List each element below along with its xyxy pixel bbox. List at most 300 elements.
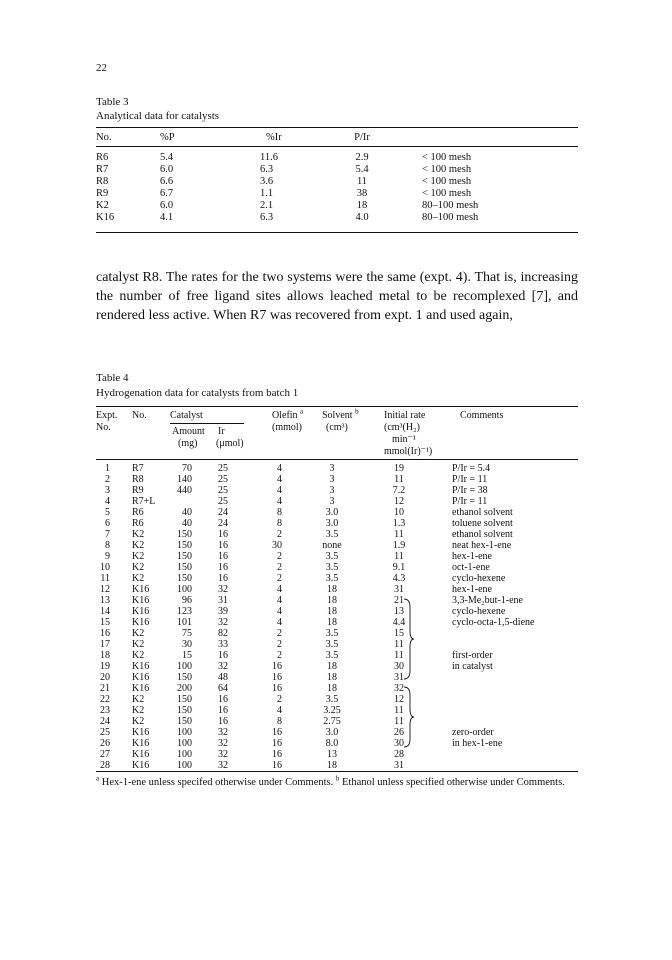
table4-cell: K16 [132,749,150,760]
table4-cell: 4 [277,496,282,507]
table4-cell: 2 [277,694,282,705]
table4-cell: K2 [132,716,145,727]
table4-cell: K2 [132,573,145,584]
table4-cell: 30 [272,540,282,551]
table4-cell: 150 [177,672,192,683]
table4-cell: 32 [218,727,228,738]
table4-cell: 8.0 [325,738,339,749]
table4-cell: K16 [132,661,150,672]
table4-cell: 25 [218,463,228,474]
table4-cell: 3,3-Me₂but-1-ene [452,595,523,606]
table4-cell: 12 [394,694,404,705]
table4-cell: P/Ir = 11 [452,474,488,485]
table3-cell: 80–100 mesh [422,212,479,223]
table4-cell: R9 [132,485,144,496]
table4-cell: 12 [394,496,404,507]
table4-cell: 3.5 [325,628,339,639]
table4-cell: 3.0 [325,727,339,738]
table4-cell: 4 [277,606,282,617]
table4-cell: P/Ir = 11 [452,496,488,507]
table4-cell: 16 [218,716,228,727]
table4-row [96,485,578,496]
table4-cell: 13 [327,749,337,760]
header-rate-unit-2: min⁻¹ [392,434,416,445]
table4-cell: 18 [327,606,337,617]
table4-cell: ethanol solvent [452,507,513,518]
table4-cell: 2 [277,529,282,540]
table3-header-cell: No. [96,132,112,143]
table4-cell: 16 [218,573,228,584]
table3-bottom-rule [96,232,578,233]
header-ir-unit: (μmol) [216,438,244,449]
table3-cell: 3.6 [260,176,274,187]
table4-cell: 2.75 [323,716,341,727]
table4-row [96,606,578,617]
table4-cell: K2 [132,650,145,661]
table3-cell: < 100 mesh [422,188,472,199]
table4-cell: K2 [132,529,145,540]
table4-cell: 3.5 [325,562,339,573]
table4-row [96,507,578,518]
table4-row [96,595,578,606]
table3-cell: 6.3 [260,164,274,175]
table3-cell: 4.0 [355,212,369,223]
table4-row [96,694,578,705]
table4-cell: 11 [394,529,404,540]
table4-cell: 23 [100,705,110,716]
table4-cell: K2 [132,628,145,639]
table3-cell: < 100 mesh [422,176,472,187]
table4-cell: 3 [329,463,335,474]
table4-bottom-rule [96,771,578,772]
table4-row [96,661,578,672]
table4-cell: 11 [394,650,404,661]
table4-cell: K16 [132,584,150,595]
table4-cell: 4 [277,705,282,716]
table4-cell: 16 [218,551,228,562]
table4-cell: 26 [394,727,404,738]
body-paragraph: catalyst R8. The rates for the two systems were the same (expt. 4). That is, increasing the number of free ligand sites allows leached metal to be recomplexed [7], and rendered less active. When R7 was recovered from expt. 1 and used again, [96,270,578,323]
table4-cell: K2 [132,694,145,705]
header-no: No. [132,410,147,421]
catalyst-span-rule [170,423,244,424]
table3-cell: R7 [96,164,109,175]
table4-cell: 5 [105,507,110,518]
header-comments: Comments [460,410,504,421]
table3-header-rule [96,146,578,147]
table3-cell: 6.7 [160,188,174,199]
table3-title: Analytical data for catalysts [96,110,220,122]
table4-cell: 150 [177,705,192,716]
table4-cell: 9.1 [392,562,406,573]
table4-cell: 150 [177,562,192,573]
table3-cell: < 100 mesh [422,164,472,175]
table4-cell: 22 [100,694,110,705]
table4-row [96,540,578,551]
table4-cell: 11 [394,551,404,562]
table4-cell: 13 [394,606,404,617]
table4-cell: 3.5 [325,551,339,562]
table4-cell: 30 [394,738,404,749]
table4-row [96,672,578,683]
table4-cell: K2 [132,705,145,716]
table4-cell: 32 [218,738,228,749]
table4-cell: 16 [100,628,110,639]
table4-cell: R7+L [132,496,156,507]
table4-cell: cyclo-hexene [452,606,506,617]
table4-row [96,474,578,485]
table4-cell: 4 [277,463,282,474]
table4-cell: 24 [218,507,228,518]
table4-cell: 4 [277,595,282,606]
table4-cell: R8 [132,474,144,485]
table4-cell: 13 [100,595,110,606]
table3-cell: 6.6 [160,176,174,187]
table3-cell: 4.1 [160,212,174,223]
table4-cell: 7.2 [392,485,406,496]
table4-cell: 32 [218,749,228,760]
table4-cell: none [322,540,342,551]
table4-cell: 31 [394,672,404,683]
table4-cell: K16 [132,672,150,683]
table4-cell: K16 [132,606,150,617]
header-expt: Expt. [96,410,118,421]
table4-cell: 40 [182,507,192,518]
table4-cell: 16 [272,672,282,683]
table3-cell: 11 [356,176,368,187]
table4-cell: 200 [177,683,192,694]
table4-cell: 25 [100,727,110,738]
table4-cell: 3.5 [325,573,339,584]
table4-cell: 20 [100,672,110,683]
table4-row [96,760,578,771]
table4-cell: 4 [277,584,282,595]
table3-cell: 1.1 [260,188,274,199]
table4-cell: 18 [100,650,110,661]
table4-cell: 3.5 [325,650,339,661]
header-solvent-unit: (cm³) [326,422,348,433]
table4-cell: 3 [105,485,110,496]
table3-row [96,188,578,199]
table4-top-rule [96,406,578,407]
table4-cell: 33 [218,639,228,650]
table4-cell: P/Ir = 38 [452,485,488,496]
table4-cell: R6 [132,507,144,518]
page-number: 22 [96,62,107,74]
table4-cell: 18 [327,760,337,771]
table3-cell: 2.1 [260,200,274,211]
table4-cell: 96 [182,595,192,606]
table3-row [96,200,578,211]
table4-cell: 19 [100,661,110,672]
table4-cell: 100 [177,661,192,672]
header-catalyst: Catalyst [170,410,203,421]
table4-cell: 4 [277,474,282,485]
table4-cell: 10 [394,507,404,518]
table4-cell: 82 [218,628,228,639]
table4-cell: 3 [329,485,335,496]
table4-cell: oct-1-ene [452,562,490,573]
table3-header-cell: P/Ir [354,132,370,143]
table4-row [96,617,578,628]
table4-cell: 32 [394,683,404,694]
table4-row [96,551,578,562]
table4-cell: 6 [105,518,110,529]
table4-cell: ethanol solvent [452,529,513,540]
table4-cell: 39 [218,606,228,617]
table4-cell: K16 [132,760,150,771]
table4-cell: toluene solvent [452,518,513,529]
table4-cell: 16 [218,529,228,540]
header-solvent: Solvent $^b$ [322,407,359,421]
table4-cell: 31 [394,760,404,771]
table3-cell: 38 [356,188,368,199]
table4-cell: 1 [105,463,110,474]
brace-zero-order [404,687,414,747]
table4-row [96,496,578,507]
header-ir: Ir [218,426,225,437]
table4-row [96,639,578,650]
table4-cell: 25 [218,496,228,507]
table4-row [96,683,578,694]
table4-cell: neat hex-1-ene [452,540,512,551]
table3-cell: 80–100 mesh [422,200,479,211]
table4-cell: 100 [177,760,192,771]
table4-row [96,584,578,595]
table4-cell: 10 [100,562,110,573]
table4-cell: 16 [272,760,282,771]
table3-cell: 6.0 [160,164,174,175]
table4-cell: 3 [329,496,335,507]
table4-cell: 3.5 [325,529,339,540]
table4-cell: 25 [218,485,228,496]
table4-cell: hex-1-ene [452,584,492,595]
table4-cell: 3.0 [325,518,339,529]
table4-cell: 101 [177,617,192,628]
table4-cell: 3.0 [325,507,339,518]
table4-cell: hex-1-ene [452,551,492,562]
table4-row [96,705,578,716]
table3-row [96,212,578,223]
table4-cell: 70 [182,463,192,474]
table4-row [96,716,578,727]
table3-cell: 2.9 [355,152,369,163]
table3-cell: R8 [96,176,109,187]
header-rate: Initial rate [384,410,426,421]
table4-cell: 3.5 [325,639,339,650]
table3-header-cell: %Ir [266,132,282,143]
table4-cell: 2 [277,628,282,639]
table4-cell: 440 [177,485,192,496]
table4-cell: 16 [218,650,228,661]
table4-cell: 8 [277,518,282,529]
table4-cell: in hex-1-ene [452,738,503,749]
table4-cell: 24 [100,716,110,727]
table4-cell: 8 [105,540,110,551]
table4-row [96,727,578,738]
table3-cell: R6 [96,152,109,163]
table4-cell: 16 [272,661,282,672]
table4-cell: K16 [132,683,150,694]
table4-cell: 17 [100,639,110,650]
table4-cell: 21 [100,683,110,694]
header-rate-unit-3: mmol(Ir)⁻¹) [384,446,433,457]
table4-cell: 32 [218,584,228,595]
table4-cell: cyclo-octa-1,5-diene [452,617,535,628]
table4-cell: 15 [394,628,404,639]
table4-cell: K16 [132,727,150,738]
table4-cell: 150 [177,694,192,705]
table3-top-rule [96,127,578,128]
table4-cell: 16 [218,705,228,716]
table4-cell: 27 [100,749,110,760]
table4-cell: 16 [218,694,228,705]
table4-label: Table 4 [96,372,129,384]
table4-cell: K2 [132,562,145,573]
table4-row [96,529,578,540]
table4-cell: 12 [100,584,110,595]
table4-cell: 25 [218,474,228,485]
table4-cell: 2 [105,474,110,485]
table4-cell: 19 [394,463,404,474]
table4-cell: K2 [132,540,145,551]
table4-cell: 11 [394,716,404,727]
table4-cell: 18 [327,617,337,628]
table3-cell: K2 [96,200,109,211]
table4-cell: 75 [182,628,192,639]
row-group-braces [402,597,414,749]
table4-row [96,738,578,749]
table4-cell: 140 [177,474,192,485]
table4-cell: 11 [394,705,404,716]
table4-cell: R7 [132,463,144,474]
table4-cell: 30 [394,661,404,672]
table4-cell: 2 [277,562,282,573]
table4-cell: 28 [394,749,404,760]
table4-cell: 3.5 [325,694,339,705]
table4-row [96,628,578,639]
table4-cell: 32 [218,760,228,771]
table4-cell: 15 [100,617,110,628]
table4-cell: 150 [177,529,192,540]
table3-cell: K16 [96,212,115,223]
table3-row [96,176,578,187]
table4-cell: 123 [177,606,192,617]
table4-cell: 15 [182,650,192,661]
table4-row [96,463,578,474]
table4-cell: 21 [394,595,404,606]
table3-header-row [96,132,578,143]
table4-cell: 7 [105,529,110,540]
table4-cell: 1.3 [392,518,406,529]
table4-cell: 150 [177,573,192,584]
table4-cell: 64 [218,683,228,694]
table4-cell: 4 [277,485,282,496]
table4-cell: 14 [100,606,110,617]
table4-cell: 2 [277,650,282,661]
table4-cell: 31 [218,595,228,606]
header-amount: Amount [172,426,205,437]
table4-cell: 2 [277,551,282,562]
table4-cell: 150 [177,716,192,727]
table4-cell: cyclo-hexene [452,573,506,584]
table4-row [96,518,578,529]
table4-cell: 4.3 [392,573,406,584]
table4-cell: 40 [182,518,192,529]
table4-header-rule [96,459,578,460]
table4-cell: 100 [177,738,192,749]
table4-cell: 18 [327,683,337,694]
table4-cell: 100 [177,727,192,738]
table4-cell: 11 [100,573,110,584]
table4-cell: 18 [327,595,337,606]
table4-cell: 18 [327,584,337,595]
table4-cell: 150 [177,551,192,562]
table4-cell: 8 [277,716,282,727]
header-olefin: Olefin $^a$ [272,407,304,421]
table3-header-cell: %P [160,132,175,143]
header-expt-no: No. [96,422,111,433]
table4-cell: 3 [329,474,335,485]
table3-cell: 6.0 [160,200,174,211]
table4-cell: 11 [394,639,404,650]
table4-footnote: $^a$ Hex-1-ene unless specifed otherwise under Comments. $^b$ Ethanol unless specified otherwise under Comments. [96,774,565,788]
table4-cell: 1.9 [392,540,406,551]
table4-cell: 4 [277,617,282,628]
table4-row [96,562,578,573]
brace-first-order [404,599,414,679]
table4-cell: 100 [177,584,192,595]
table4-cell: K2 [132,551,145,562]
table4-cell: 16 [272,683,282,694]
table4-cell: 2 [277,573,282,584]
table4-cell: 100 [177,749,192,760]
header-olefin-unit: (mmol) [272,422,302,433]
table4-cell: 28 [100,760,110,771]
table3-row [96,152,578,163]
table4-cell: 11 [394,474,404,485]
table4-cell: K16 [132,738,150,749]
table3-cell: 5.4 [355,164,369,175]
header-rate-unit-1: (cm³(H₂) [384,422,420,433]
table4-cell: zero-order [452,727,494,738]
table4-cell: 18 [327,661,337,672]
table4-cell: 30 [182,639,192,650]
table4-cell: 4.4 [392,617,406,628]
table4-cell: K16 [132,595,150,606]
table4-row [96,749,578,760]
table4-row [96,573,578,584]
table4-cell: K2 [132,639,145,650]
table4-cell: K16 [132,617,150,628]
table3-cell: < 100 mesh [422,152,472,163]
table3-cell: 18 [356,200,368,211]
table4-cell: first-order [452,650,493,661]
table4-cell: R6 [132,518,144,529]
table4-cell: P/Ir = 5.4 [452,463,491,474]
table3-label: Table 3 [96,96,129,108]
table3-row [96,164,578,175]
header-amount-unit: (mg) [178,438,198,449]
table4-cell: 32 [218,661,228,672]
table4-row [96,650,578,661]
table4-cell: 3.25 [323,705,341,716]
table4-cell: 150 [177,540,192,551]
table3-cell: 5.4 [160,152,174,163]
table4-cell: 16 [218,540,228,551]
table4-cell: in catalyst [452,661,493,672]
table4-cell: 4 [105,496,110,507]
